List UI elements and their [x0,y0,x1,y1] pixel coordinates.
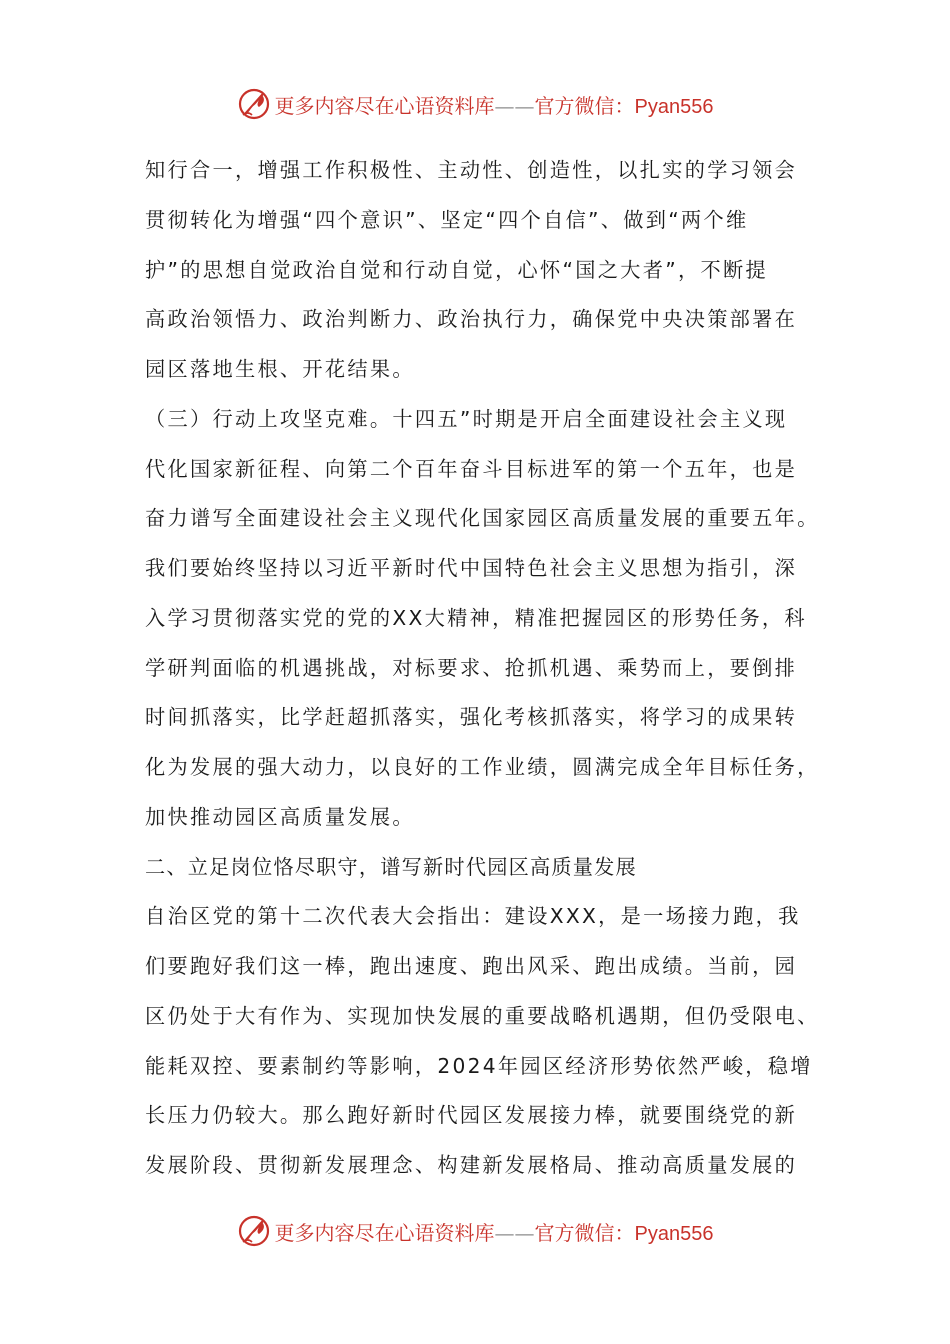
banner-separator: —— [494,93,535,118]
banner-wechat-id: Pyan556 [634,95,714,118]
header-banner [0,84,950,124]
body-line: 长压力仍较大。那么跑好新时代园区发展接力棒，就要围绕党的新 [145,1103,798,1128]
body-line: 高政治领悟力、政治判断力、政治执行力，确保党中央决策部署在 [145,307,798,332]
body-line: 化为发展的强大动力，以良好的工作业绩，圆满完成全年目标任务， [145,755,820,779]
body-line: 入学习贯彻落实党的党的XX大精神，精准把握园区的形势任务，科 [145,605,807,630]
quill-logo-icon [237,87,271,121]
body-line: 能耗双控、要素制约等影响，2024年园区经济形势依然严峻，稳增 [145,1053,813,1078]
body-line: 发展阶段、贯彻新发展理念、构建新发展格局、推动高质量发展的 [145,1153,798,1177]
body-line: 我们要始终坚持以习近平新时代中国特色社会主义思想为指引，深 [145,556,798,580]
banner-site-text: 更多内容尽在心语资料库 [274,1220,495,1245]
banner-text [275,90,714,119]
section-heading: 二、立足岗位恪尽职守，谱写新时代园区高质量发展 [145,854,637,879]
banner-wechat-label: 官方微信： [534,93,635,118]
banner-wechat-id: Pyan556 [634,1222,714,1245]
body-line: 护”的思想自觉政治自觉和行动自觉，心怀“国之大者”，不断提 [145,257,768,282]
body-line: 区仍处于大有作为、实现加快发展的重要战略机遇期，但仍受限电、 [145,1003,820,1028]
footer-banner [0,1211,950,1251]
banner-text [275,1217,714,1246]
body-line: 贯彻转化为增强“四个意识”、坚定“四个自信”、做到“两个维 [145,207,749,232]
body-line: 时间抓落实，比学赶超抓落实，强化考核抓落实，将学习的成果转 [145,705,798,730]
document-body [145,146,820,1191]
body-line: 代化国家新征程、向第二个百年奋斗目标进军的第一个五年，也是 [145,456,798,481]
subsection-heading-line: （三）行动上攻坚克难。十四五”时期是开启全面建设社会主义现 [145,406,788,431]
banner-site-text: 更多内容尽在心语资料库 [274,93,495,118]
body-line: 园区落地生根、开花结果。 [145,357,415,381]
banner-wechat-label: 官方微信： [534,1220,635,1245]
body-line: 奋力谱写全面建设社会主义现代化国家园区高质量发展的重要五年。 [145,506,820,531]
body-line: 加快推动园区高质量发展。 [145,804,415,829]
banner-separator: —— [494,1220,535,1245]
body-line: 学研判面临的机遇挑战，对标要求、抢抓机遇、乘势而上，要倒排 [145,655,798,680]
quill-logo-icon [237,1214,271,1248]
body-line: 们要跑好我们这一棒，跑出速度、跑出风采、跑出成绩。当前，园 [145,954,798,978]
body-line: 自治区党的第十二次代表大会指出：建设XXX，是一场接力跑，我 [145,904,801,929]
body-line: 知行合一，增强工作积极性、主动性、创造性，以扎实的学习领会 [145,158,798,182]
